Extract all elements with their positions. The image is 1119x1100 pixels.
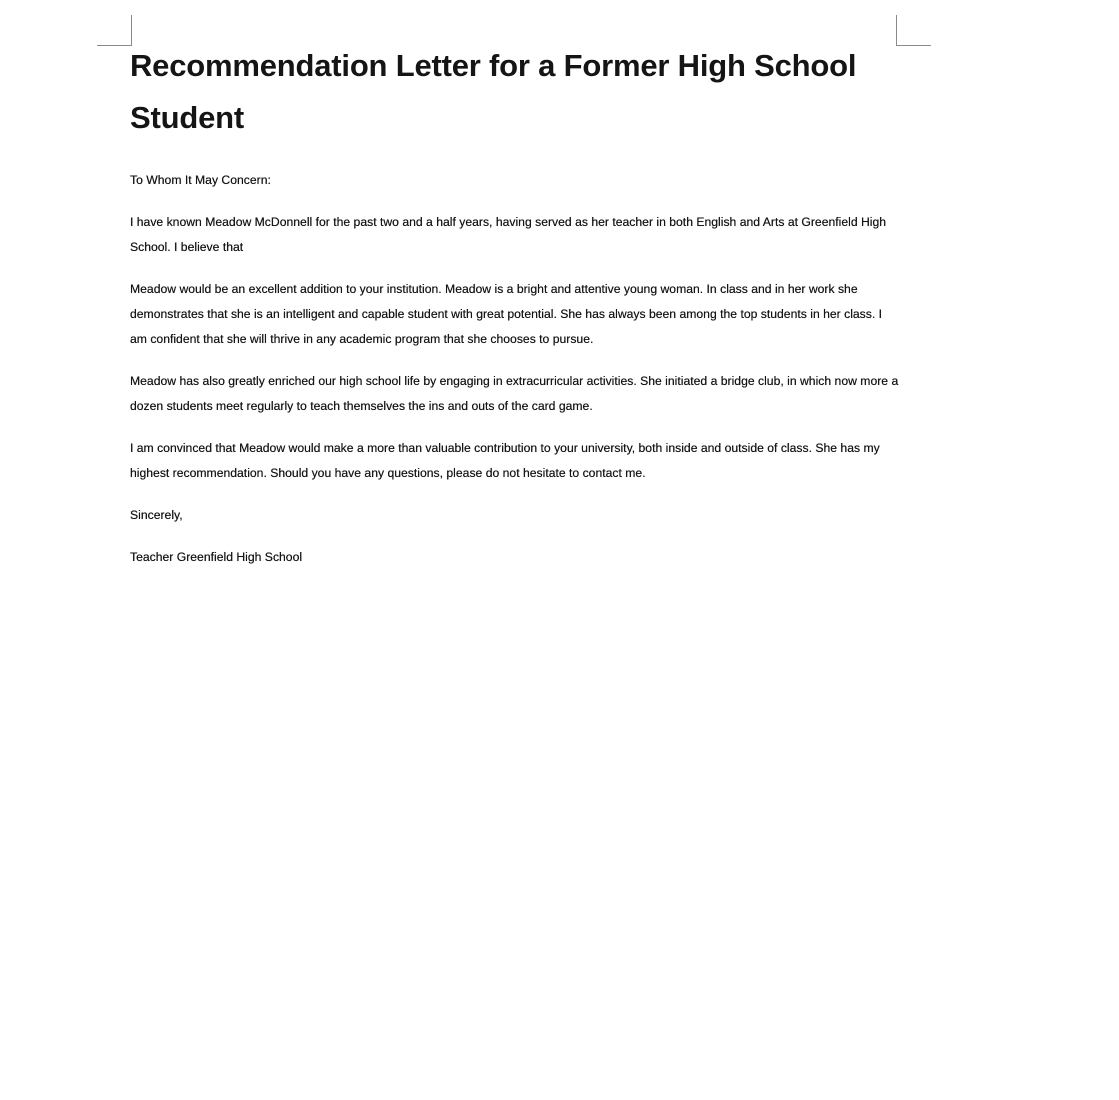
top-left-margin-mark (97, 15, 132, 46)
top-right-margin-mark (896, 15, 931, 46)
paragraph-1: I have known Meadow McDonnell for the past two and a half years, having served as her teacher in both English and Arts at Greenfield High School. I believe that (130, 215, 887, 254)
paragraph-4: I am convinced that Meadow would make a more than valuable contribution to your university, both inside and outside of class. She has my highest recommendation. Should you have any questions, please do not hesitate to contact me. (130, 441, 880, 480)
letter-content (130, 40, 900, 587)
salutation: To Whom It May Concern: (130, 173, 271, 187)
signature: Teacher Greenfield High School (130, 550, 303, 564)
document-title: Recommendation Letter for a Former High School Student (130, 48, 857, 135)
paragraph-3: Meadow has also greatly enriched our high school life by engaging in extracurricular activities. She initiated a bridge club, in which now more a dozen students meet regularly to teach themselves the ins and outs of the card game. (130, 374, 899, 413)
paragraph-2: Meadow would be an excellent addition to your institution. Meadow is a bright and attentive young woman. In class and in her work she demonstrates that she is an intelligent and capable student with great potential. She has always been among the top students in her class. I am confident that she will thrive in any academic program that she chooses to pursue. (130, 282, 883, 346)
closing: Sincerely, (130, 508, 183, 522)
